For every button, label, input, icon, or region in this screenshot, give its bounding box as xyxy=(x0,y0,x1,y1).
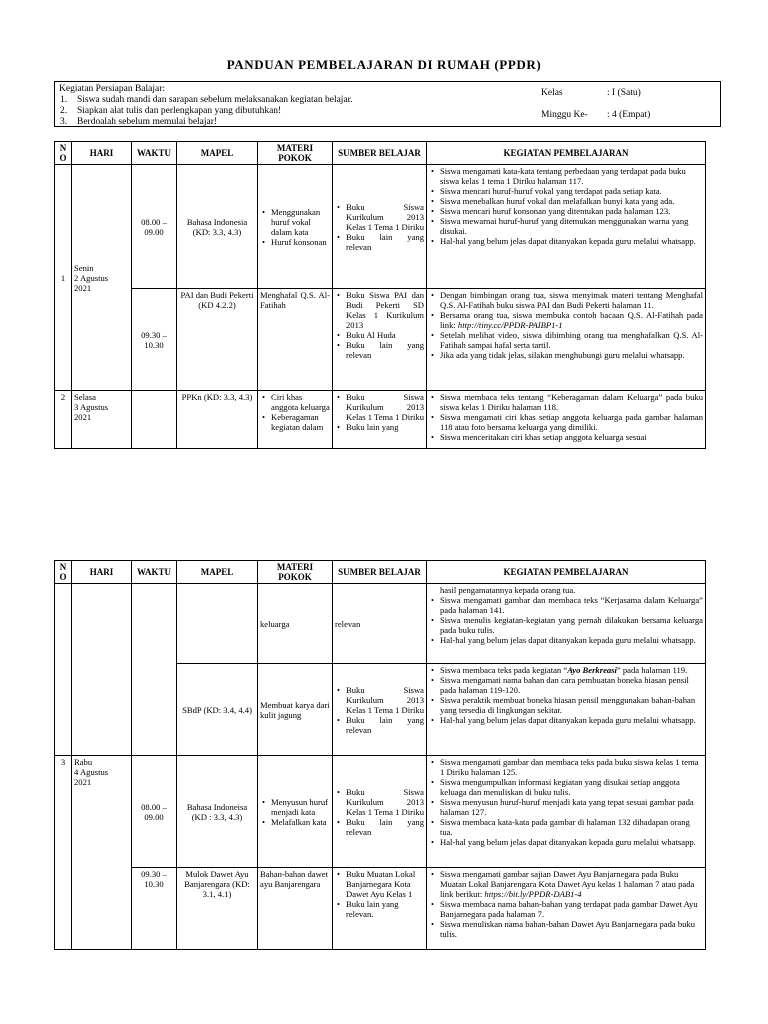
topic-item: • Keberagaman kegiatan dalam xyxy=(271,412,330,432)
activity-item: • Siswa mengamati gambar dan membaca teks “Kerjasama dalam Keluarga” pada halaman 141. xyxy=(440,595,703,615)
header-hari: HARI xyxy=(72,561,132,584)
activity-item: • Siswa membaca kata-kata pada gambar di halaman 132 dihadapan orang tua. xyxy=(440,817,703,837)
header-materi: MATERI POKOK xyxy=(258,561,333,584)
activity-item: • Siswa mencari huruf konsonan yang ditentukan pada halaman 123. xyxy=(440,206,703,216)
topic-cell xyxy=(258,165,333,289)
source-cell xyxy=(333,165,427,289)
subject-cell: Bahasa Indonesia (KD: 3.3, 4.3) xyxy=(177,165,258,289)
source-item: • Buku Siswa Kurikulum 2013 Kelas 1 Tema 1 Diriku xyxy=(346,202,424,232)
row-number xyxy=(55,584,72,756)
activity-cell xyxy=(427,165,706,289)
activity-item: • Siswa mengamati gambar sajian Dawet Ayu Banjarnegara pada Buku Muatan Lokal Banjarengara Kota Dawet Ayu kelas 1 halaman 7 atau pada link berikut: https://bit.ly/PPDR-DAB1-4 xyxy=(440,869,703,899)
activity-item: • Hal-hal yang belum jelas dapat ditanyakan kepada guru melalui whatsapp. xyxy=(440,715,703,725)
activity-item: • Jika ada yang tidak jelas, silakan menghubungi guru melalui whatsapp. xyxy=(440,350,703,360)
topic-item: • Menyusun huruf menjadi kata xyxy=(271,797,330,817)
source-cell xyxy=(333,664,427,756)
time-cell: 08.00 – 09.00 xyxy=(132,756,177,868)
subject-cell: Mulok Dawet Ayu Banjarengara (KD: 3.1, 4.1) xyxy=(177,868,258,950)
activity-item: • Hal-hal yang belum jelas dapat ditanyakan kepada guru melalui whatsapp. xyxy=(440,837,703,847)
class-info xyxy=(541,88,650,132)
class-label: Kelas xyxy=(541,88,563,98)
class-value: : I (Satu) xyxy=(607,88,641,98)
source-item: • Buku lain yang relevan xyxy=(346,340,424,360)
topic-cell xyxy=(258,391,333,449)
header-hari: HARI xyxy=(72,142,132,165)
activity-item: • Siswa menuliskan nama bahan-bahan Dawet Ayu Banjarnegara pada buku tulis. xyxy=(440,919,703,939)
table-header-row xyxy=(55,142,706,165)
subject-cell: Bahasa Indoneisa (KD : 3.3, 4.3) xyxy=(177,756,258,868)
activity-item: • Siswa mengamati ciri khas setiap anggota keluarga pada gambar halaman 118 atau foto bersama keluarga yang dimiliki. xyxy=(440,412,703,432)
preparation-item: 1. Siswa sudah mandi dan sarapan sebelum melaksanakan kegiatan belajar. xyxy=(60,95,353,105)
row-number: 2 xyxy=(55,391,72,449)
activity-item: • Siswa menebalkan huruf vokal dan melafalkan bunyi kata yang ada. xyxy=(440,196,703,206)
week-value: : 4 (Empat) xyxy=(607,110,651,120)
time-cell: 09.30 – 10.30 xyxy=(132,289,177,391)
header-mapel: MAPEL xyxy=(177,142,258,165)
source-item: • Buku lain yang relevan xyxy=(346,817,424,837)
activity-cell xyxy=(427,584,706,664)
header-kegiatan: KEGIATAN PEMBELAJARAN xyxy=(427,561,706,584)
header-no: N O xyxy=(55,142,72,165)
source-item: • Buku Siswa Kurikulum 2013 Kelas 1 Tema 1 Diriku xyxy=(346,787,424,817)
day-cell xyxy=(72,584,132,756)
table-row xyxy=(55,756,706,868)
header-waktu: WAKTU xyxy=(132,142,177,165)
header-kegiatan: KEGIATAN PEMBELAJARAN xyxy=(427,142,706,165)
topic-item: • Menggunakan huruf vokal dalam kata xyxy=(271,207,330,237)
topic-cell xyxy=(258,756,333,868)
preparation-item: 3. Berdoalah sebelum memulai belajar! xyxy=(60,117,218,127)
topic-cell: Membuat karya dari kulit jagung xyxy=(258,664,333,756)
source-item: • Buku Siswa Kurikulum 2013 Kelas 1 Tema 1 Diriku xyxy=(346,685,424,715)
topic-cell: Bahan-bahan dawet ayu Banjarengara xyxy=(258,868,333,950)
activity-item: • Siswa mewarnai huruf-huruf yang ditemukan menggunakan warna yang disukai. xyxy=(440,216,703,236)
topic-item: • Huruf konsonan xyxy=(271,237,330,247)
topic-cell: keluarga xyxy=(258,584,333,664)
activity-item: • Setelah melihat video, siswa dibimbing orang tua menghafalkan Q.S. Al-Fatihah sampai hafal serta tartil. xyxy=(440,330,703,350)
activity-cell xyxy=(427,289,706,391)
header-mapel: MAPEL xyxy=(177,561,258,584)
source-cell xyxy=(333,391,427,449)
header-sumber: SUMBER BELAJAR xyxy=(333,142,427,165)
activity-item: • Siswa menceritakan ciri khas setiap anggota keluarga sesuai xyxy=(440,432,703,442)
subject-cell: PPKn (KD: 3.3, 4.3) xyxy=(177,391,258,449)
source-item: • Buku Al Huda xyxy=(346,330,424,340)
activity-item: • Siswa membaca nama bahan-bahan yang terdapat pada gambar Dawet Ayu Banjarnegara pada halaman 7. xyxy=(440,899,703,919)
header-no: N O xyxy=(55,561,72,584)
row-number: 1 xyxy=(55,165,72,391)
header-sumber: SUMBER BELAJAR xyxy=(333,561,427,584)
source-cell xyxy=(333,868,427,950)
time-cell xyxy=(132,584,177,756)
source-cell: relevan xyxy=(333,584,427,664)
activity-item: • Hal-hal yang belum jelas dapat ditanyakan kepada guru melalui whatsapp. xyxy=(440,635,703,645)
activity-cell xyxy=(427,868,706,950)
activity-cell xyxy=(427,391,706,449)
row-number: 3 xyxy=(55,756,72,950)
activity-item: • Siswa menulis kegiatan-kegiatan yang pernah dilakukan bersama keluarga pada buku tulis. xyxy=(440,615,703,635)
info-box xyxy=(54,81,721,127)
schedule-table-1 xyxy=(54,141,706,449)
source-item: • Buku Muatan Lokal Banjarnegara Kota Dawet Ayu Kelas 1 xyxy=(346,869,424,899)
preparation-heading: Kegiatan Persiapan Balajar: xyxy=(59,84,166,94)
subject-cell: SBdP (KD: 3.4, 4.4) xyxy=(177,664,258,756)
preparation-item: 2. Siapkan alat tulis dan perlengkapan yang dibutuhkan! xyxy=(60,106,282,116)
table-row xyxy=(55,289,706,391)
table-header-row xyxy=(55,561,706,584)
activity-item: • Siswa mengamati kata-kata tentang perbedaan yang terdapat pada buku siswa kelas 1 tema 1 Diriku halaman 117. xyxy=(440,166,703,186)
preparation-list xyxy=(59,84,353,128)
video-link[interactable]: http://tiny.cc/PPDR-PAIBP1-1 xyxy=(457,320,563,330)
time-cell xyxy=(132,391,177,449)
activity-item: • Siswa peraktik membuat boneka hiasan pensil menggunakan bahan-bahan yang tersedia di lingkungan sekitar. xyxy=(440,695,703,715)
activity-item: • Siswa membaca teks tentang “Keberagaman dalam Keluarga” pada buku siswa kelas 1 Diriku halaman 118. xyxy=(440,392,703,412)
activity-item: • Siswa membaca teks pada kegiatan “Ayo Berkreasi” pada halaman 119. xyxy=(440,665,703,675)
activity-item: • Siswa mengamati nama bahan dan cara pembuatan boneka hiasan pensil pada halaman 119-120. xyxy=(440,675,703,695)
header-waktu: WAKTU xyxy=(132,561,177,584)
activity-item: • Siswa mengamati gambar dan membaca teks pada buku siswa kelas 1 tema 1 Diriku halaman 125. xyxy=(440,757,703,777)
table-row xyxy=(55,868,706,950)
activity-item: • Siswa mencari huruf-huruf vokal yang terdapat pada setiap kata. xyxy=(440,186,703,196)
page-title: PANDUAN PEMBELAJARAN DI RUMAH (PPDR) xyxy=(226,57,542,72)
subject-cell xyxy=(177,584,258,664)
header-materi: MATERI POKOK xyxy=(258,142,333,165)
time-cell: 08.00 – 09.00 xyxy=(132,165,177,289)
source-item: • Buku Siswa PAI dan Budi Pekerti SD Kelas 1 Kurikulum 2013 xyxy=(346,290,424,330)
table-row xyxy=(55,391,706,449)
source-cell xyxy=(333,756,427,868)
table-row xyxy=(55,584,706,664)
activity-item: • Siswa menyusun huruf-huruf menjadi kata yang tepat sesuai gambar pada halaman 127. xyxy=(440,797,703,817)
day-cell: Senin 2 Agustus 2021 xyxy=(72,165,132,391)
topic-cell: Menghafal Q.S. Al-Fatihah xyxy=(258,289,333,391)
class-row xyxy=(541,88,650,110)
activity-cell xyxy=(427,756,706,868)
week-row xyxy=(541,110,650,132)
source-item: • Buku lain yang relevan. xyxy=(346,899,424,919)
day-cell: Rabu 4 Agustus 2021 xyxy=(72,756,132,950)
activity-item: • Hal-hal yang belum jelas dapat ditanyakan kepada guru melalui whatsapp. xyxy=(440,236,703,246)
activity-item: • Siswa mengumpulkan informasi kegiatan yang disukai setiap anggota keluaga dan menuliskan di buku tulis. xyxy=(440,777,703,797)
source-cell xyxy=(333,289,427,391)
source-item: • Buku Siswa Kurikulum 2013 Kelas 1 Tema 1 Diriku xyxy=(346,392,424,422)
time-cell: 09.30 – 10.30 xyxy=(132,868,177,950)
source-item: • Buku lain yang xyxy=(346,422,424,432)
activity-cell xyxy=(427,664,706,756)
schedule-table-2 xyxy=(54,560,706,950)
activity-item: • Bersama orang tua, siswa membuka contoh bacaan Q.S. Al-Fatihah pada link: http://tiny.cc/PPDR-PAIBP1-1 xyxy=(440,310,703,330)
table-row xyxy=(55,165,706,289)
activity-item: • Dengan bimbingan orang tua, siswa menyimak materi tentang Menghafal Q.S. Al-Fatihah buku siswa PAI dan Budi Pekerti halaman 11. xyxy=(440,290,703,310)
topic-item: • Melafalkan kata xyxy=(271,817,330,827)
topic-item: • Ciri khas anggota keluarga xyxy=(271,392,330,412)
activity-continuation: hasil pengamatannya kepada orang tua. xyxy=(440,585,576,595)
book-link[interactable]: https://bit.ly/PPDR-DAB1-4 xyxy=(484,889,582,899)
source-item: • Buku lain yang relevan xyxy=(346,715,424,735)
source-item: • Buku lain yang relevan xyxy=(346,232,424,252)
subject-cell: PAI dan Budi Pekerti (KD 4.2.2) xyxy=(177,289,258,391)
week-label: Minggu Ke- xyxy=(541,110,588,120)
day-cell: Selasa 3 Agustus 2021 xyxy=(72,391,132,449)
